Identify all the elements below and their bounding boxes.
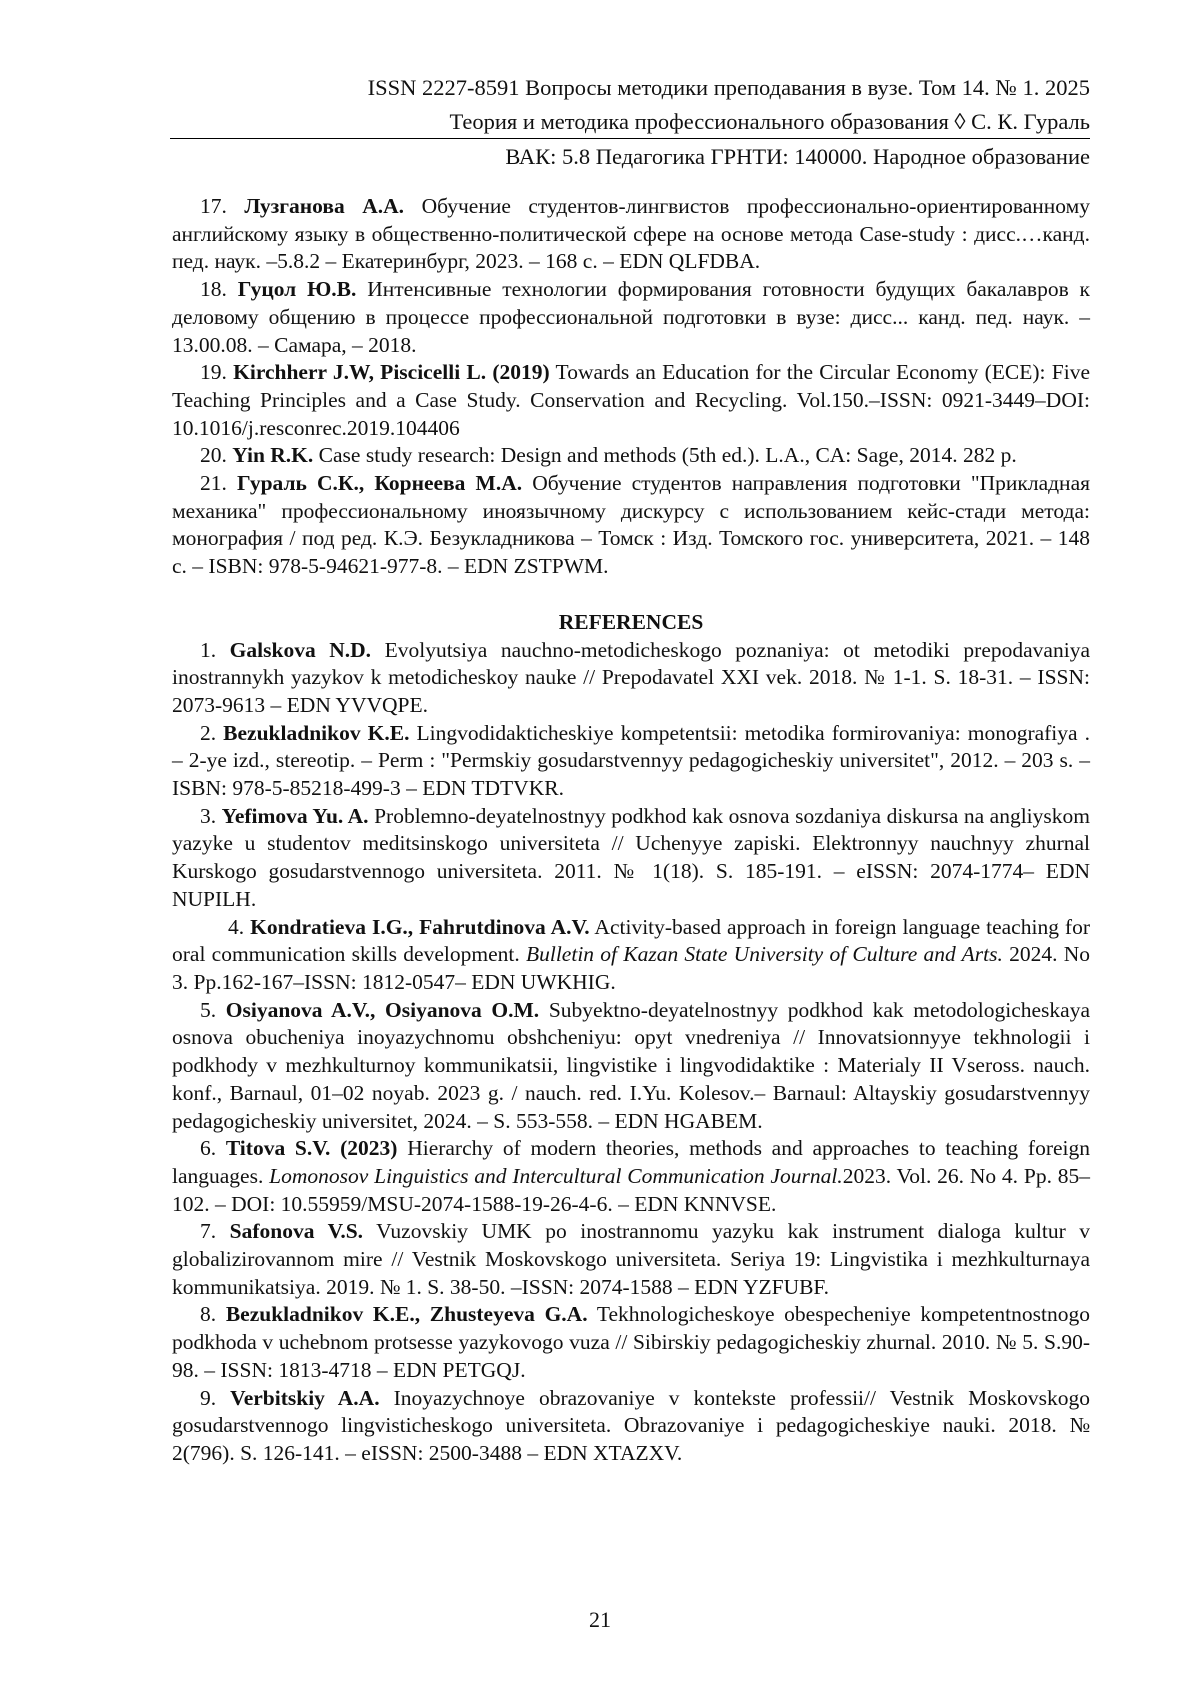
reference-text: Problemno-deyatelnostnyy podkhod kak osnova sozdaniya diskursa na angliyskom yazyke u studentov meditsinskogo universiteta // Uchenyye zapiski. Elektronnyy nauchnyy zhurnal Kurskogo gosudarstvennogo universiteta. 2011. № 1(18). S. 185-191. – eISSN: 2074-1774– EDN NUPILH. — [172, 803, 1090, 911]
reference-text: Hierarchy of modern theories, methods and approaches to teaching foreign languages. — [172, 1136, 1090, 1188]
reference-details: 2023. Vol. 26. No 4. Pp. 85–102. – DOI: 10.55959/MSU-2074-1588-19-26-4-6. – EDN KNNVSE. — [172, 1163, 1091, 1216]
reference-number: 1. — [200, 637, 230, 662]
reference-number: 5. — [200, 997, 226, 1022]
english-reference-list — [172, 637, 1090, 1468]
reference-text: Towards an Education for the Circular Economy (ECE): Five Teaching Principles and a Case Study. Conservation and Recycling. Vol.150.–ISSN: 0921-3449–DOI: 10.1016/j.resconrec.2019.104406 — [172, 360, 1090, 440]
reference-number: 7. — [200, 1219, 230, 1244]
reference-author: Kirchherr J.W, Piscicelli L. (2019) — [233, 360, 550, 385]
reference-text: Vuzovskiy UMK po inostrannomu yazyku kak instrument dialoga kultur v globalizirovannom mire // Vestnik Moskovskogo universiteta. Seriya 19: Lingvistika i mezhkulturnaya kommunikatsiya. 2019. № 1. S. 38-50. –ISSN: 2074-1588 – EDN YZFUBF. — [172, 1219, 1090, 1299]
reference-author: Bezukladnikov K.E. — [223, 720, 410, 745]
reference-entry — [172, 803, 1090, 914]
classification-line: ВАК: 5.8 Педагогика ГРНТИ: 140000. Народное образование — [505, 144, 1090, 169]
reference-number: 6. — [200, 1136, 226, 1161]
reference-author: Titova S.V. (2023) — [225, 1136, 398, 1161]
reference-journal-title: Lomonosov Linguistics and Intercultural Communication Journal. — [269, 1163, 843, 1188]
reference-author: Galskova N.D. — [229, 637, 372, 662]
reference-author: Гуцол Ю.В. — [237, 277, 357, 302]
references-heading: REFERENCES — [558, 609, 704, 634]
reference-number: 20. — [200, 443, 233, 468]
reference-text: Case study research: Design and methods (5th ed.). L.A., CA: Sage, 2014. 282 p. — [313, 443, 1017, 468]
reference-text: Обучение студентов-лингвистов профессионально-ориентированному английскому языку в общественно-политической сфере на основе метода Case-study : дисс.…канд. пед. наук. –5.8.2 – Екатеринбург, 2023. – 168 с. – EDN QLFDBA. — [172, 194, 1091, 274]
reference-text: Интенсивные технологии формирования готовности будущих бакалавров к деловому общению в процессе профессиональной подготовки в вузе: дисс... канд. пед. наук. –13.00.08. – Самара, – 2018. — [172, 277, 1091, 357]
page-number: 21 — [589, 1607, 611, 1632]
reference-text: Lingvodidakticheskiye kompetentsii: metodika formirovaniya: monografiya . – 2-ye izd., stereotip. – Perm : "Permskiy gosudarstvennyy pedagogicheskiy universitet", 2012. – 203 s. – ISBN: 978-5-85218-499-3 – EDN TDTVKR. — [172, 720, 1090, 801]
reference-journal-title: Bulletin of Kazan State University of Culture and Arts. — [525, 942, 1003, 967]
reference-number: 21. — [200, 471, 237, 496]
reference-author: Safonova V.S. — [229, 1219, 364, 1244]
reference-text: Subyektno-deyatelnostnyy podkhod kak metodologicheskaya osnova obucheniya inoyazychnomu obshcheniyu: opyt vnedreniya // Innovatsionnyye tekhnologii i podkhody v mezhkulturnoy kommunikatsii, lingvistike i lingvodidaktike : Materialy II Vseross. nauch. konf., Barnaul, 01–02 noyab. 2023 g. / nauch. red. I.Yu. Kolesov.– Barnaul: Altayskiy gosudarstvennyy pedagogicheskiy universitet, 2024. – S. 553-558. – EDN HGABEM. — [172, 997, 1091, 1133]
reference-entry — [172, 637, 1090, 720]
reference-entry — [172, 359, 1090, 442]
reference-number: 19. — [200, 360, 234, 385]
reference-number: 2. — [200, 720, 224, 745]
reference-entry — [172, 470, 1090, 581]
reference-number: 3. — [200, 803, 222, 828]
reference-text: Activity-based approach in foreign language teaching for oral communication skills development. — [172, 914, 1090, 967]
reference-author: Verbitskiy A.A. — [230, 1385, 380, 1410]
reference-text: Evolyutsiya nauchno-metodicheskogo poznaniya: ot metodiki prepodavaniya inostrannykh yazykov k metodicheskoy nauke // Prepodavatel XXI vek. 2018. № 1-1. S. 18-31. – ISSN: 2073-9613 – EDN YVVQPE. — [172, 637, 1090, 717]
reference-author: Yin R.K. — [232, 443, 314, 468]
reference-entry — [172, 1385, 1090, 1468]
reference-entry — [172, 193, 1090, 276]
reference-number: 17. — [200, 194, 245, 218]
reference-entry — [172, 1301, 1090, 1384]
reference-author: Kondratieva I.G., Fahrutdinova A.V. — [250, 914, 590, 939]
reference-number: 9. — [200, 1385, 231, 1410]
russian-reference-list — [172, 193, 1090, 581]
reference-details: 2024. No 3. Pp.162-167–ISSN: 1812-0547– EDN UWKHIG. — [172, 942, 1091, 994]
running-header — [170, 72, 1090, 173]
reference-entry — [172, 1218, 1090, 1301]
reference-entry — [172, 720, 1090, 803]
reference-author: Osiyanova A.V., Osiyanova O.M. — [225, 997, 540, 1022]
reference-author: Yefimova Yu. A. — [221, 803, 369, 828]
reference-text: Обучение студентов направления подготовки "Прикладная механика" профессиональному иноязычному дискурсу с использованием кейс-стади метода: монография / под ред. К.Э. Безукладникова – Томск : Изд. Томского гос. университета, 2021. – 148 с. – ISBN: 978-5-94621-977-8. – EDN ZSTPWM. — [172, 471, 1090, 579]
reference-number: 4. — [228, 914, 251, 939]
section-line: Теория и методика профессионального образования ◊ С. К. Гураль — [170, 106, 1090, 139]
reference-author: Лузганова А.А. — [244, 194, 405, 218]
reference-text: Inoyazychnoye obrazovaniye v kontekste professii// Vestnik Moskovskogo gosudarstvennogo lingvisticheskogo universiteta. Obrazovaniye i pedagogicheskiye nauki. 2018. № 2(796). S. 126-141. – eISSN: 2500-3488 – EDN XTAZXV. — [172, 1385, 1090, 1465]
reference-entry — [172, 442, 1090, 470]
references-body — [172, 193, 1090, 1468]
reference-entry — [172, 997, 1090, 1136]
reference-text: Tekhnologicheskoye obespecheniye kompetentnostnogo podkhoda v uchebnom protsesse yazykovogo vuza // Sibirskiy pedagogicheskiy zhurnal. 2010. № 5. S.90-98. – ISSN: 1813-4718 – EDN PETGQJ. — [172, 1302, 1090, 1382]
reference-entry — [172, 276, 1090, 359]
reference-author: Гураль С.К., Корнеева М.А. — [236, 471, 523, 496]
reference-author: Bezukladnikov K.E., Zhusteyeva G.A. — [225, 1302, 588, 1327]
reference-number: 8. — [200, 1302, 226, 1327]
journal-line: ISSN 2227-8591 Вопросы методики преподавания в вузе. Том 14. № 1. 2025 — [367, 75, 1090, 100]
reference-entry — [172, 1135, 1090, 1218]
reference-entry — [172, 914, 1090, 997]
reference-number: 18. — [200, 277, 238, 302]
